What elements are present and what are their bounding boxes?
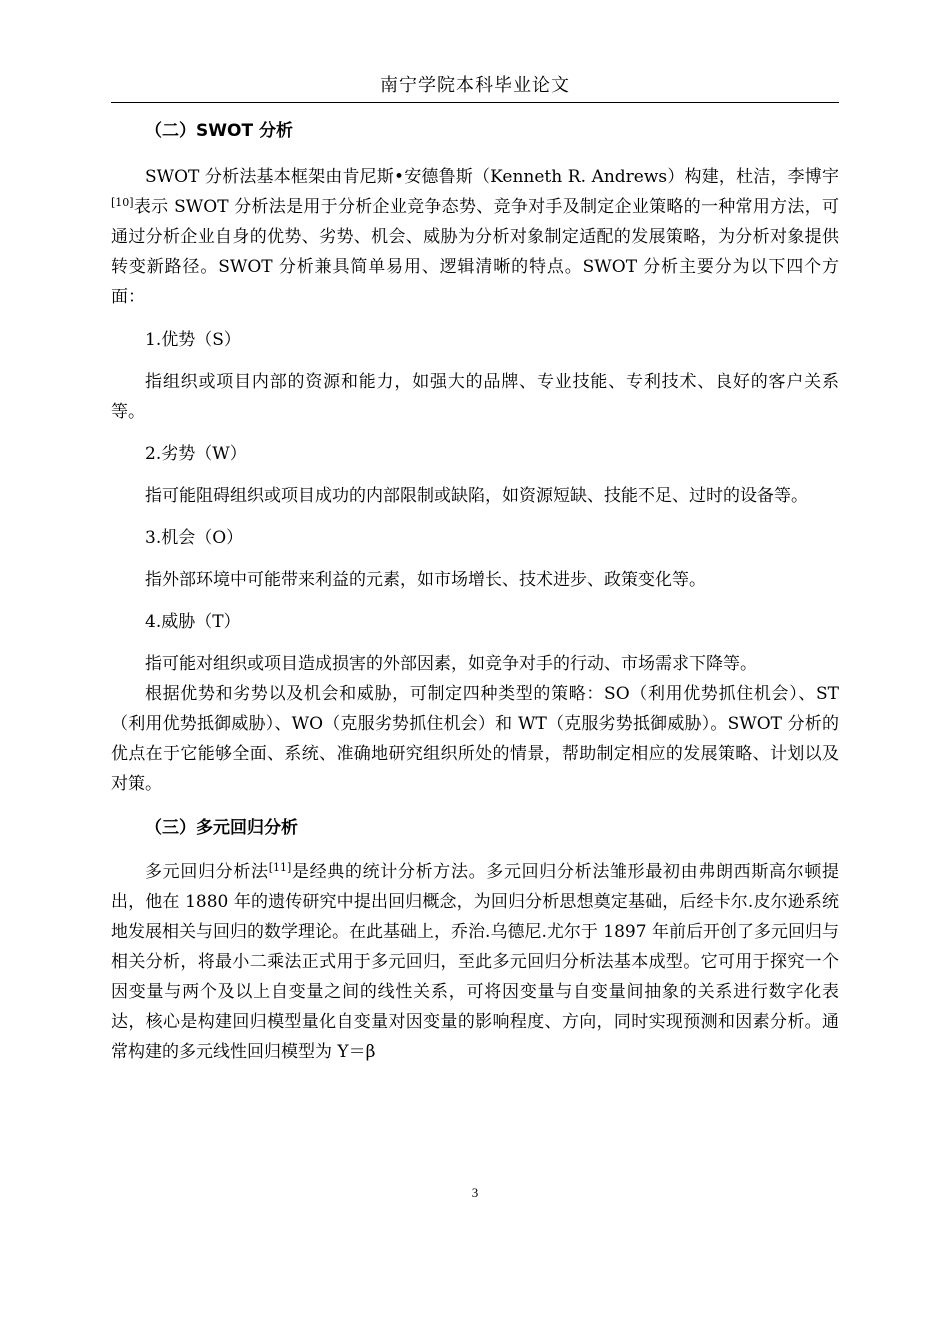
swot-intro-paragraph: [111, 162, 839, 312]
swot-item-text-strengths: 指组织或项目内部的资源和能力，如强大的品牌、专业技能、专利技术、良好的客户关系等。: [111, 372, 839, 422]
swot-intro-text-part2: 表示 SWOT 分析法是用于分析企业竞争态势、竞争对手及制定企业策略的一种常用方法，可通过分析企业自身的优势、劣势、机会、威胁为分析对象制定适配的发展策略，为分析对象提供转变新路径。SWOT 分析兼具简单易用、逻辑清晰的特点。SWOT 分析主要分为以下四个方面：: [111, 197, 839, 307]
swot-item-text-threats: 指可能对组织或项目造成损害的外部因素，如竞争对手的行动、市场需求下降等。: [145, 654, 757, 674]
regression-paragraph: [111, 857, 839, 1067]
page-header-title: 南宁学院本科毕业论文: [380, 75, 570, 96]
page-number: 3: [471, 1185, 479, 1200]
swot-item-label-weaknesses: 2.劣势（W）: [145, 444, 247, 464]
swot-item-label-opportunities: 3.机会（O）: [145, 528, 244, 548]
regression-text-part1: 多元回归分析法: [145, 862, 269, 882]
swot-item-text-opportunities: 指外部环境中可能带来利益的元素，如市场增长、技术进步、政策变化等。: [145, 570, 706, 590]
section-heading-swot: （二）SWOT 分析: [145, 121, 293, 141]
swot-intro-text-part1: SWOT 分析法基本框架由肯尼斯•安德鲁斯（Kenneth R. Andrews）构建，杜洁，李博宇: [145, 167, 839, 187]
citation-11: [11]: [268, 861, 292, 874]
swot-item-text-weaknesses: 指可能阻碍组织或项目成功的内部限制或缺陷，如资源短缺、技能不足、过时的设备等。: [145, 486, 808, 506]
citation-10: [10]: [111, 196, 134, 209]
header-divider: [111, 102, 839, 103]
section-heading-regression: （三）多元回归分析: [145, 818, 298, 838]
swot-item-label-strengths: 1.优势（S）: [145, 330, 241, 350]
swot-item-label-threats: 4.威胁（T）: [145, 612, 241, 632]
document-body: [111, 116, 839, 1067]
swot-strategy-paragraph: 根据优势和劣势以及机会和威胁，可制定四种类型的策略：SO（利用优势抓住机会）、ST（利用优势抵御威胁）、WO（克服劣势抓住机会）和 WT（克服劣势抵御威胁）。SWOT 分析的优点在于它能够全面、系统、准确地研究组织所处的情景，帮助制定相应的发展策略、计划以及对策。: [111, 684, 839, 794]
regression-text-part2: 是经典的统计分析方法。多元回归分析法雏形最初由弗朗西斯高尔顿提出，他在 1880 年的遗传研究中提出回归概念，为回归分析思想奠定基础，后经卡尔.皮尔逊系统地发展相关与回归的数学理论。在此基础上，乔治.乌德尼.尤尔于 1897 年前后开创了多元回归与相关分析，将最小二乘法正式用于多元回归，至此多元回归分析法基本成型。它可用于探究一个因变量与两个及以上自变量之间的线性关系，可将因变量与自变量间抽象的关系进行数字化表达，核心是构建回归模型量化自变量对因变量的影响程度、方向，同时实现预测和因素分析。通常构建的多元线性回归模型为 Y＝β: [111, 862, 840, 1062]
